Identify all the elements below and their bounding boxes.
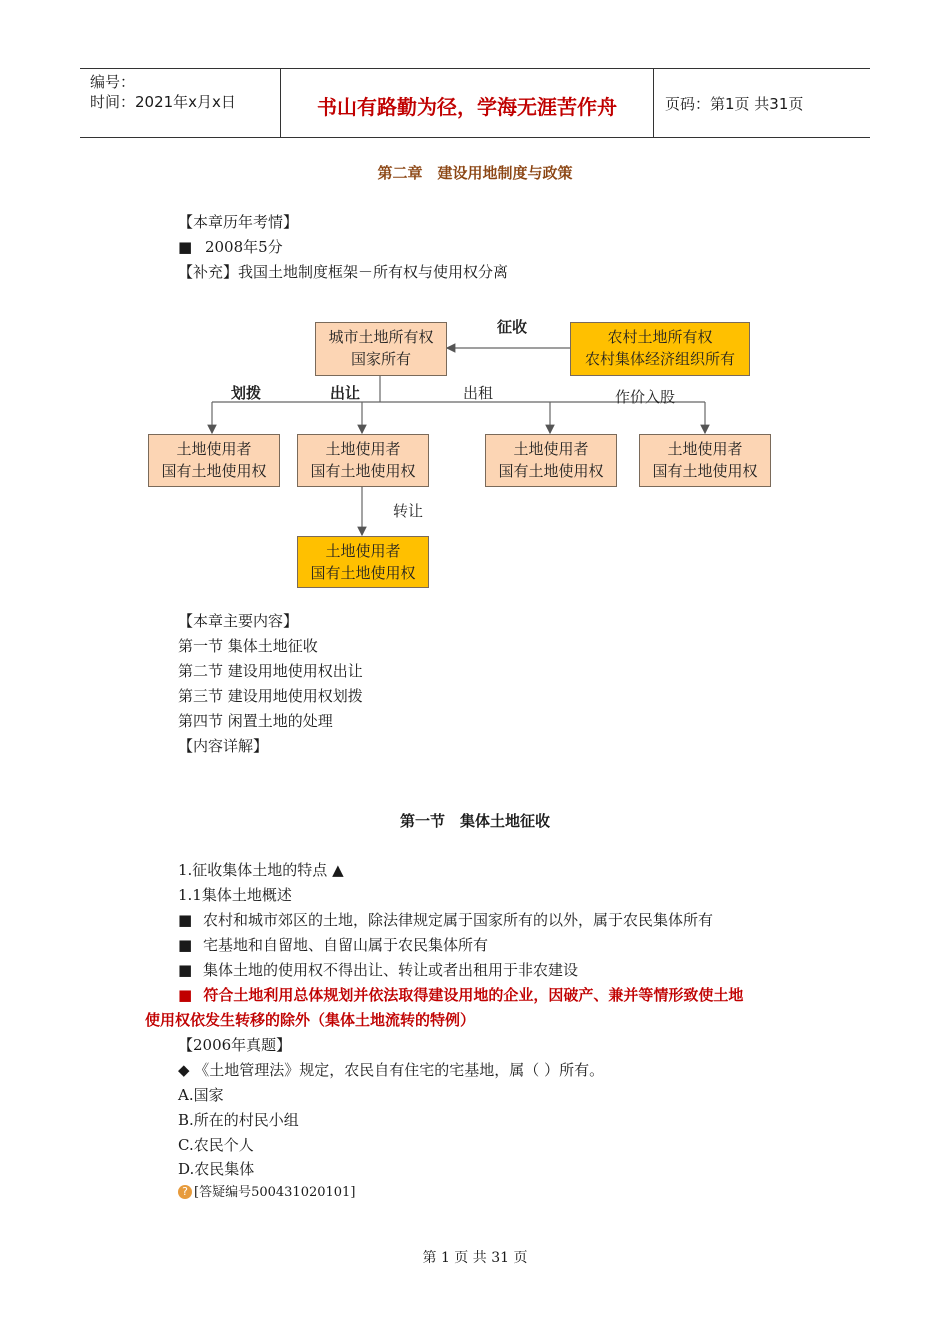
- use-box-lease: [485, 434, 617, 487]
- option-b: B.所在的村民小组: [178, 1111, 299, 1129]
- use-box-line1: 土地使用者: [176, 440, 252, 458]
- point-1: 1.征收集体土地的特点 ▲: [178, 861, 344, 879]
- bullet-square: ■: [178, 238, 193, 256]
- section-item: 第一节 集体土地征收: [178, 637, 318, 655]
- header-motto: 书山有路勤为径，学海无涯苦作舟: [317, 95, 617, 119]
- use-box-line2: 国有土地使用权: [310, 462, 416, 480]
- option-c: C.农民个人: [178, 1136, 254, 1154]
- header-center-cell: [281, 69, 654, 137]
- bullet-item: [178, 934, 488, 955]
- city-box-line1: 城市土地所有权: [328, 328, 434, 346]
- page-footer: 第 1 页 共 31 页: [422, 1250, 528, 1266]
- use-box-line2: 国有土地使用权: [652, 462, 758, 480]
- rural-box-line1: 农村土地所有权: [607, 328, 713, 346]
- rural-box-line2: 农村集体经济组织所有: [584, 350, 735, 368]
- number-label: 编号：: [90, 73, 136, 91]
- use-box-line1: 土地使用者: [667, 440, 743, 458]
- bullet-item: [178, 959, 578, 980]
- lease-label: 出租: [463, 384, 494, 402]
- header-right-cell: [655, 69, 870, 137]
- use-box-line1: 土地使用者: [513, 440, 589, 458]
- bullet-item: [178, 909, 713, 930]
- bullet-text: 农村和城市郊区的土地，除法律规定属于国家所有的以外，属于农民集体所有: [202, 911, 713, 929]
- question-icon[interactable]: ?: [178, 1185, 192, 1199]
- city-box-line2: 国家所有: [350, 350, 411, 368]
- use-box-line2: 国有土地使用权: [498, 462, 604, 480]
- bullet-text: 宅基地和自留地、自留山属于农民集体所有: [202, 936, 488, 954]
- use-box-transfer: [297, 434, 429, 487]
- section1-title: 第一节 集体土地征收: [399, 812, 550, 830]
- bullet-square: ■: [178, 961, 193, 979]
- main-content-heading: 【本章主要内容】: [178, 612, 299, 630]
- option-d: D.农民集体: [178, 1160, 255, 1178]
- page-header: [80, 68, 870, 138]
- allocation-label: 划拨: [231, 384, 262, 402]
- exam-year-heading: 【2006年真题】: [178, 1036, 292, 1054]
- bullet-square: ■: [178, 911, 193, 929]
- section-item: 第三节 建设用地使用权划拨: [178, 687, 363, 705]
- bullet-square: ■: [178, 986, 193, 1004]
- year-line: [178, 236, 283, 257]
- use-box-line2: 国有土地使用权: [161, 462, 267, 480]
- use-box-resale: [297, 536, 429, 588]
- detail-heading: 【内容详解】: [178, 737, 269, 755]
- rural-ownership-box: [570, 322, 750, 376]
- use-box-line1: 土地使用者: [325, 440, 401, 458]
- expropriation-label: 征收: [497, 318, 528, 336]
- use-box-line1: 土地使用者: [325, 542, 401, 560]
- qa-number: [答疑编号500431020101]: [194, 1185, 356, 1200]
- chapter-title: 第二章 建设用地制度与政策: [377, 164, 573, 182]
- red-bullet-item: [178, 984, 743, 1005]
- qa-line[interactable]: [178, 1181, 355, 1200]
- page-info: 页码：第1页 共31页: [665, 95, 804, 113]
- point-1-1: 1.1集体土地概述: [178, 886, 292, 904]
- exam-history-heading: 【本章历年考情】: [178, 213, 299, 231]
- red-bullet-text-line1: 符合土地利用总体规划并依法取得建设用地的企业，因破产、兼并等情形致使土地: [203, 986, 744, 1004]
- section-item: 第二节 建设用地使用权出让: [178, 662, 363, 680]
- bullet-square: ■: [178, 936, 193, 954]
- resale-label: 转让: [393, 502, 424, 520]
- supplement-line: 【补充】我国土地制度框架－所有权与使用权分离: [178, 263, 509, 281]
- city-ownership-box: [315, 322, 447, 376]
- use-box-line2: 国有土地使用权: [310, 564, 416, 582]
- header-left-cell: [80, 69, 281, 137]
- red-bullet-text-line2: 使用权依发生转移的除外（集体土地流转的特例）: [145, 1011, 476, 1029]
- option-a: A.国家: [178, 1086, 224, 1104]
- share-label: 作价入股: [615, 388, 676, 406]
- year-text: 2008年5分: [204, 238, 283, 256]
- use-box-allocation: [148, 434, 280, 487]
- transfer-label: 出让: [330, 384, 361, 402]
- bullet-text: 集体土地的使用权不得出让、转让或者出租用于非农建设: [202, 961, 578, 979]
- section-item: 第四节 闲置土地的处理: [178, 712, 333, 730]
- land-system-diagram: [145, 310, 785, 590]
- use-box-share: [639, 434, 771, 487]
- time-label: 时间：2021年x月x日: [90, 93, 236, 111]
- question-text: ◆ 《土地管理法》规定，农民自有住宅的宅基地，属（ ）所有。: [178, 1061, 605, 1079]
